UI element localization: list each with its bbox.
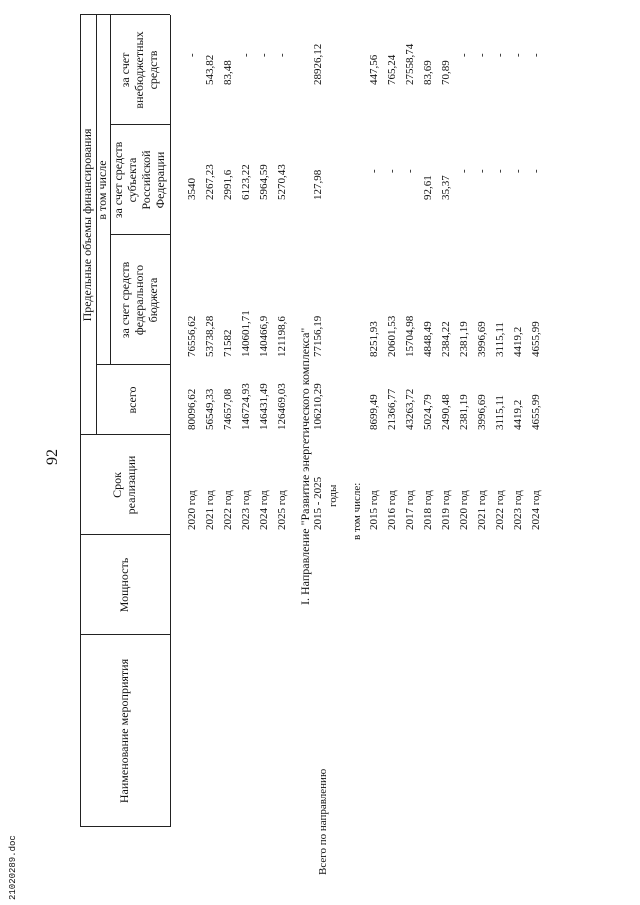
row-regional-cell: 2991,6 [222,169,234,200]
row-extra-cell: 70,89 [440,60,452,85]
row-extra-cell: - [276,53,288,57]
row-extra-cell: - [530,53,542,57]
row-extra-cell: 447,56 [368,54,380,85]
row-total-cell: 146431,49 [258,383,270,430]
header-including: в том числе [95,160,110,220]
row-year-cell: 2024 год [530,490,542,530]
row-regional-cell: - [458,169,470,173]
row-regional-cell: 2267,23 [204,164,216,200]
row-federal-cell: 4655,99 [530,321,542,357]
row-total-cell: 21366,77 [386,388,398,430]
row-year-cell: 2024 год [258,490,270,530]
row-extra-cell: 83,69 [422,60,434,85]
row-extra-cell: 83,48 [222,60,234,85]
header-bottom-border [170,15,171,827]
row-total-cell: 146724,93 [240,383,252,430]
section-title: I. Направление "Развитие энергетического комплекса" [298,327,312,605]
row-regional-cell: 5964,59 [258,164,270,200]
row-total-cell: 56549,33 [204,388,216,430]
row-regional-cell: 92,61 [422,175,434,200]
row-federal-cell: 121198,6 [276,316,288,357]
row-federal-cell: 4848,49 [422,321,434,357]
row-year-cell: 2016 год [386,490,398,530]
header-regional: за счет средств субъекта Российской Федерации [111,141,167,219]
header-name: Наименование мероприятия [117,658,132,804]
row-year-cell: 2022 год [494,490,506,530]
header-limits: Предельные объемы финансирования [80,128,95,322]
row-federal-cell: 2381,19 [458,321,470,357]
row-year-cell: 2017 год [404,490,416,530]
row-federal-cell: 140601,71 [240,310,252,357]
row-total-cell: 2381,19 [458,394,470,430]
row-total-cell: 8699,49 [368,394,380,430]
row-federal-cell: 20601,53 [386,315,398,357]
row-year-cell: 2015 год [368,490,380,530]
row-total-cell: 4419,2 [512,399,524,430]
row-regional-cell: 3540 [186,178,198,200]
row-federal-cell: 4419,2 [512,326,524,357]
row-year-cell: 2018 год [422,490,434,530]
row-regional-cell: 6123,22 [240,164,252,200]
row-regional-cell: 35,37 [440,175,452,200]
row-year-cell: 2020 год [458,490,470,530]
summary-total: 106210,29 [312,383,324,430]
row-year-cell: 2023 год [512,490,524,530]
row-year-cell: 2019 год [440,490,452,530]
row-extra-cell: 543,82 [204,54,216,85]
row-total-cell: 3115,11 [494,395,506,430]
row-regional-cell: 5270,43 [276,164,288,200]
row-regional-cell: - [494,169,506,173]
row-federal-cell: 76556,62 [186,315,198,357]
summary-term-line1: 2015 - 2025 [312,476,324,530]
row-extra-cell: - [512,53,524,57]
row-total-cell: 4655,99 [530,394,542,430]
including-label: в том числе: [351,482,363,540]
row-year-cell: 2020 год [186,490,198,530]
row-federal-cell: 71582 [222,329,234,357]
summary-term-line2: годы [327,484,339,507]
row-year-cell: 2025 год [276,490,288,530]
row-federal-cell: 53738,28 [204,315,216,357]
header-capacity: Мощность [117,557,132,613]
header-extra: за счет внебюджетных средств [118,31,160,109]
row-year-cell: 2021 год [476,490,488,530]
row-federal-cell: 15704,98 [404,315,416,357]
row-total-cell: 5024,79 [422,394,434,430]
row-total-cell: 74657,08 [222,388,234,430]
header-federal: за счет средств федерального бюджета [118,261,160,339]
header-total: всего [125,386,140,414]
row-extra-cell: - [186,53,198,57]
row-total-cell: 43263,72 [404,388,416,430]
row-regional-cell: - [512,169,524,173]
row-federal-cell: 8251,93 [368,321,380,357]
row-year-cell: 2021 год [204,490,216,530]
row-regional-cell: - [404,169,416,173]
row-extra-cell: 27558,74 [404,43,416,85]
row-regional-cell: - [386,169,398,173]
row-extra-cell: - [258,53,270,57]
row-federal-cell: 2384,22 [440,321,452,357]
row-regional-cell: - [368,169,380,173]
row-total-cell: 80096,62 [186,388,198,430]
row-regional-cell: - [476,169,488,173]
row-year-cell: 2023 год [240,490,252,530]
row-federal-cell: 140466,9 [258,315,270,357]
row-regional-cell: - [530,169,542,173]
row-extra-cell: 765,24 [386,54,398,85]
row-federal-cell: 3996,69 [476,321,488,357]
page-number: 92 [44,449,61,465]
header-term: Срок реализации [110,455,138,515]
summary-regional: 127,98 [312,169,324,200]
summary-name: Всего по направлению [317,768,329,875]
row-federal-cell: 3115,11 [494,322,506,357]
row-extra-cell: - [240,53,252,57]
summary-federal: 77156,19 [312,315,324,357]
row-extra-cell: - [476,53,488,57]
row-total-cell: 2490,48 [440,394,452,430]
row-extra-cell: - [458,53,470,57]
summary-extra: 28926,12 [312,43,324,85]
row-extra-cell: - [494,53,506,57]
row-year-cell: 2022 год [222,490,234,530]
row-total-cell: 3996,69 [476,394,488,430]
row-total-cell: 126469,03 [276,383,288,430]
file-code: 21020289.doc [8,835,18,900]
